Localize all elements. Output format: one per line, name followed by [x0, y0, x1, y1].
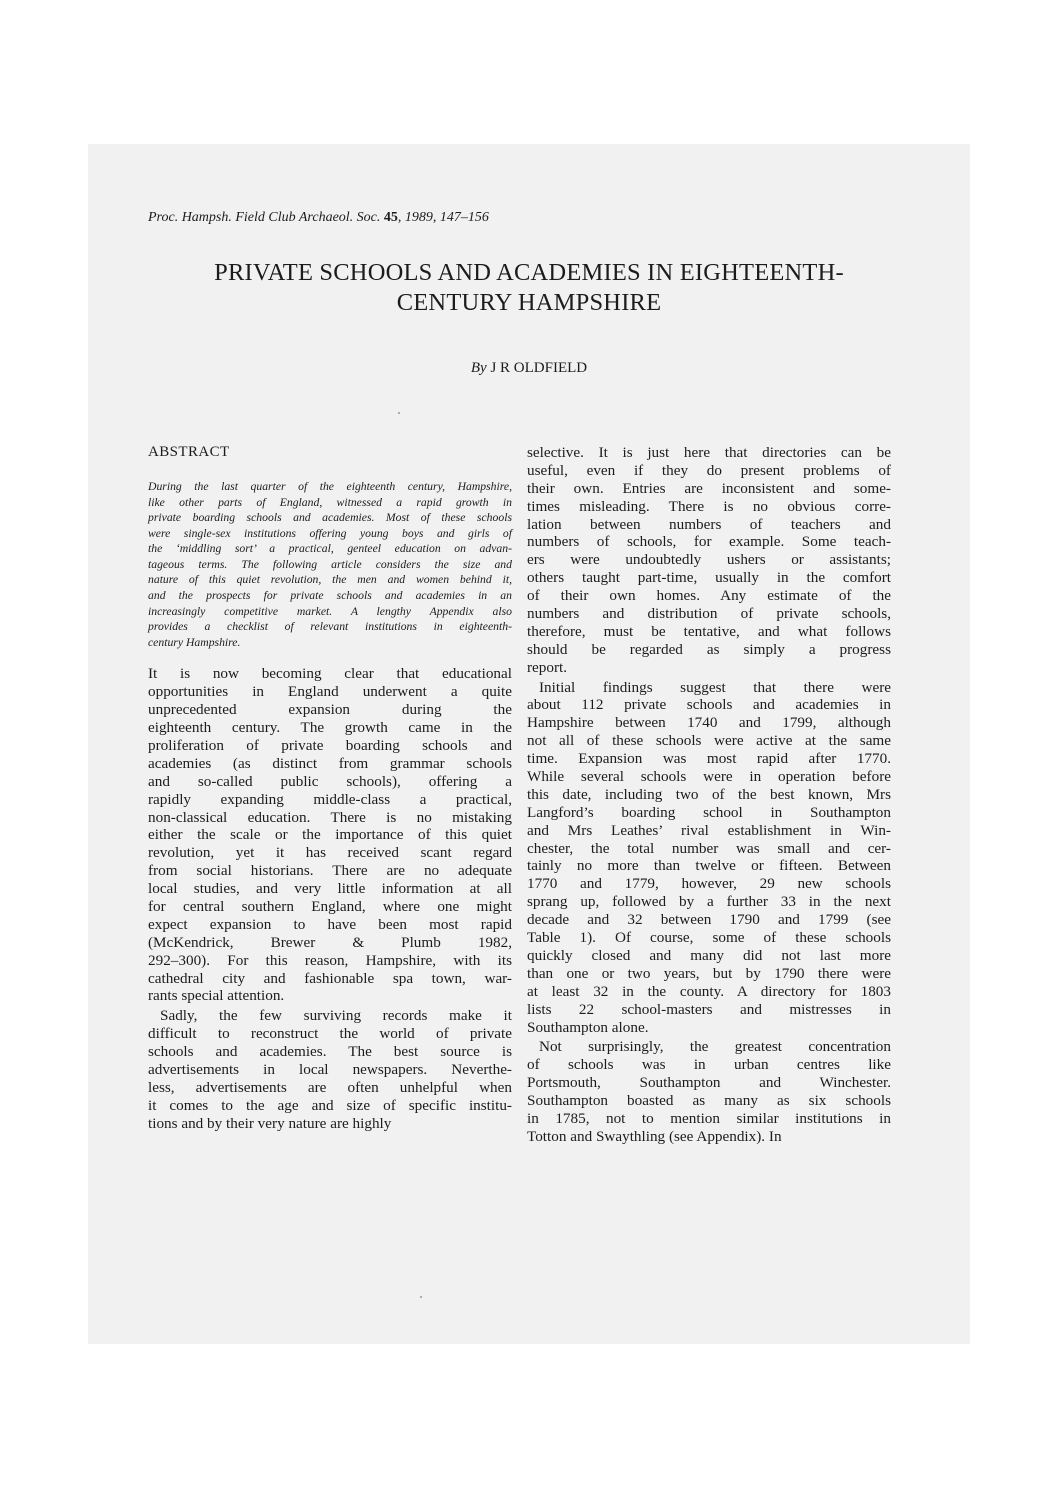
right-column [527, 444, 891, 1146]
body-paragraph [148, 1007, 512, 1132]
text-line: 292–300). For this reason, Hampshire, with its [148, 951, 512, 969]
text-line: and the prospects for private schools and academies in an [148, 589, 512, 603]
text-line: lists 22 school-masters and mistresses in [527, 1000, 891, 1018]
text-line: selective. It is just here that directories can be [527, 444, 891, 461]
text-line: revolution, yet it has received scant regard [148, 844, 512, 862]
text-line: schools and academies. The best source is [148, 1043, 512, 1061]
text-line: Southampton alone. [527, 1018, 649, 1036]
text-line: for central southern England, where one might [148, 898, 512, 916]
text-line: like other parts of England, witnessed a rapid growth in [148, 495, 512, 509]
text-line: it comes to the age and size of specific institu- [148, 1096, 512, 1114]
text-line: provides a checklist of relevant institutions in eighteenth- [148, 620, 512, 634]
text-line: Langford’s boarding school in Southampton [527, 803, 891, 821]
text-line: Totton and Swaythling (see Appendix). In [527, 1127, 782, 1145]
text-line: Southampton boasted as many as six schools [527, 1092, 891, 1110]
text-line: eighteenth century. The growth came in the [148, 719, 512, 737]
text-line: opportunities in England underwent a quite [148, 683, 512, 701]
text-line: local studies, and very little information at all [148, 880, 512, 898]
text-line: private boarding schools and academies. Most of these schools [148, 511, 512, 525]
title-line-2: CENTURY HAMPSHIRE [396, 289, 662, 316]
text-line: advertisements in local newspapers. Neverthe- [148, 1061, 512, 1079]
text-line: tions and by their very nature are highly [148, 1114, 392, 1132]
text-line: academies (as distinct from grammar schools [148, 754, 512, 772]
citation-volume: 45 [383, 210, 398, 225]
text-line: and so-called public schools), offering a [148, 772, 512, 790]
text-line: and Mrs Leathes’ rival establishment in Win- [527, 821, 891, 839]
body-paragraph [527, 444, 891, 677]
text-line: Portsmouth, Southampton and Winchester. [527, 1074, 891, 1092]
article-title [148, 258, 910, 318]
text-line: rapidly expanding middle-class a practical, [148, 790, 512, 808]
body-paragraph [148, 665, 512, 1005]
body-paragraph [527, 1038, 891, 1145]
text-line: decade and 32 between 1790 and 1799 (see [527, 911, 891, 929]
text-line: tainly no more than twelve or fifteen. Between [527, 857, 891, 875]
text-line: tageous terms. The following article considers the size and [148, 557, 512, 571]
text-line: 1770 and 1779, however, 29 new schools [527, 875, 891, 893]
text-line: quickly closed and many did not last more [527, 946, 891, 964]
text-line: difficult to reconstruct the world of private [148, 1025, 512, 1043]
text-line: from social historians. There are no adequate [148, 862, 512, 880]
left-column-body [148, 665, 512, 1132]
title-line-1: PRIVATE SCHOOLS AND ACADEMIES IN EIGHTEENTH- [214, 259, 844, 286]
text-line: less, advertisements are often unhelpful when [148, 1078, 512, 1096]
text-line: were single-sex institutions offering young boys and girls of [148, 526, 512, 540]
text-line: century Hampshire. [148, 635, 241, 649]
text-line: rants special attention. [148, 987, 285, 1005]
author-name: J R OLDFIELD [486, 360, 588, 376]
text-line: chester, the total number was small and cer- [527, 839, 891, 857]
text-line: of schools was in urban centres like [527, 1056, 891, 1074]
text-line: Initial findings suggest that there were [539, 678, 891, 696]
text-line: in 1785, not to mention similar institutions in [527, 1109, 891, 1127]
body-paragraph [527, 679, 891, 1037]
text-line: nature of this quiet revolution, the men and women behind it, [148, 573, 512, 587]
text-line: proliferation of private boarding schools and [148, 737, 512, 754]
byline-by: By [470, 360, 487, 376]
text-line: Table 1). Of course, some of these schools [527, 929, 891, 947]
abstract-heading: ABSTRACT [148, 444, 230, 460]
text-line: either the scale or the importance of this quiet [148, 826, 512, 844]
text-line: therefore, must be tentative, and what follows [527, 622, 891, 640]
text-line: this date, including two of the best known, Mrs [527, 785, 891, 803]
text-line: While several schools were in operation before [527, 768, 891, 786]
text-line: Hampshire between 1740 and 1799, although [527, 714, 891, 732]
text-line: During the last quarter of the eighteenth century, Hampshire, [148, 479, 512, 493]
citation-year-pages: , 1989, 147–156 [397, 210, 489, 225]
text-line: useful, even if they do present problems of [527, 461, 891, 479]
text-line: Not surprisingly, the greatest concentration [539, 1038, 891, 1056]
text-line: the ‘middling sort’ a practical, genteel education on advan- [148, 542, 512, 556]
text-line: ers were undoubtedly ushers or assistants; [527, 551, 891, 569]
text-line: report. [527, 658, 568, 676]
text-line: unprecedented expansion during the [148, 701, 512, 719]
text-line: Sadly, the few surviving records make it [160, 1007, 512, 1025]
text-line: should be regarded as simply a progress [527, 640, 891, 658]
text-line: than one or two years, but by 1790 there were [527, 964, 891, 982]
text-line: (McKendrick, Brewer & Plumb 1982, [148, 933, 512, 951]
text-line: time. Expansion was most rapid after 1770. [527, 750, 891, 768]
text-line: others taught part-time, usually in the comfort [527, 569, 891, 587]
text-line: expect expansion to have been most rapid [148, 915, 512, 933]
text-line: cathedral city and fashionable spa town, war- [148, 969, 512, 987]
text-line: about 112 private schools and academies in [527, 696, 891, 714]
author-byline [148, 360, 910, 377]
text-line: not all of these schools were active at the same [527, 732, 891, 750]
text-line: numbers of schools, for example. Some teach- [527, 533, 891, 551]
left-column [148, 444, 512, 1133]
text-line: It is now becoming clear that educational [148, 665, 512, 683]
scan-speck [420, 1296, 422, 1298]
text-line: times misleading. There is no obvious corre- [527, 497, 891, 515]
text-line: non-classical education. There is no mistaking [148, 808, 512, 826]
text-line: numbers and distribution of private schools, [527, 605, 891, 623]
abstract-text [148, 479, 512, 651]
text-line: lation between numbers of teachers and [527, 515, 891, 533]
text-line: at least 32 in the county. A directory for 1803 [527, 982, 891, 1000]
text-line: of their own homes. Any estimate of the [527, 587, 891, 605]
scan-speck [398, 412, 400, 414]
journal-citation [148, 210, 489, 226]
text-line: increasingly competitive market. A lengthy Appendix also [148, 604, 512, 618]
text-line: sprang up, followed by a further 33 in the next [527, 893, 891, 911]
right-column-body [527, 444, 891, 1146]
text-line: their own. Entries are inconsistent and some- [527, 479, 891, 497]
citation-journal: Proc. Hampsh. Field Club Archaeol. Soc. [148, 210, 381, 225]
